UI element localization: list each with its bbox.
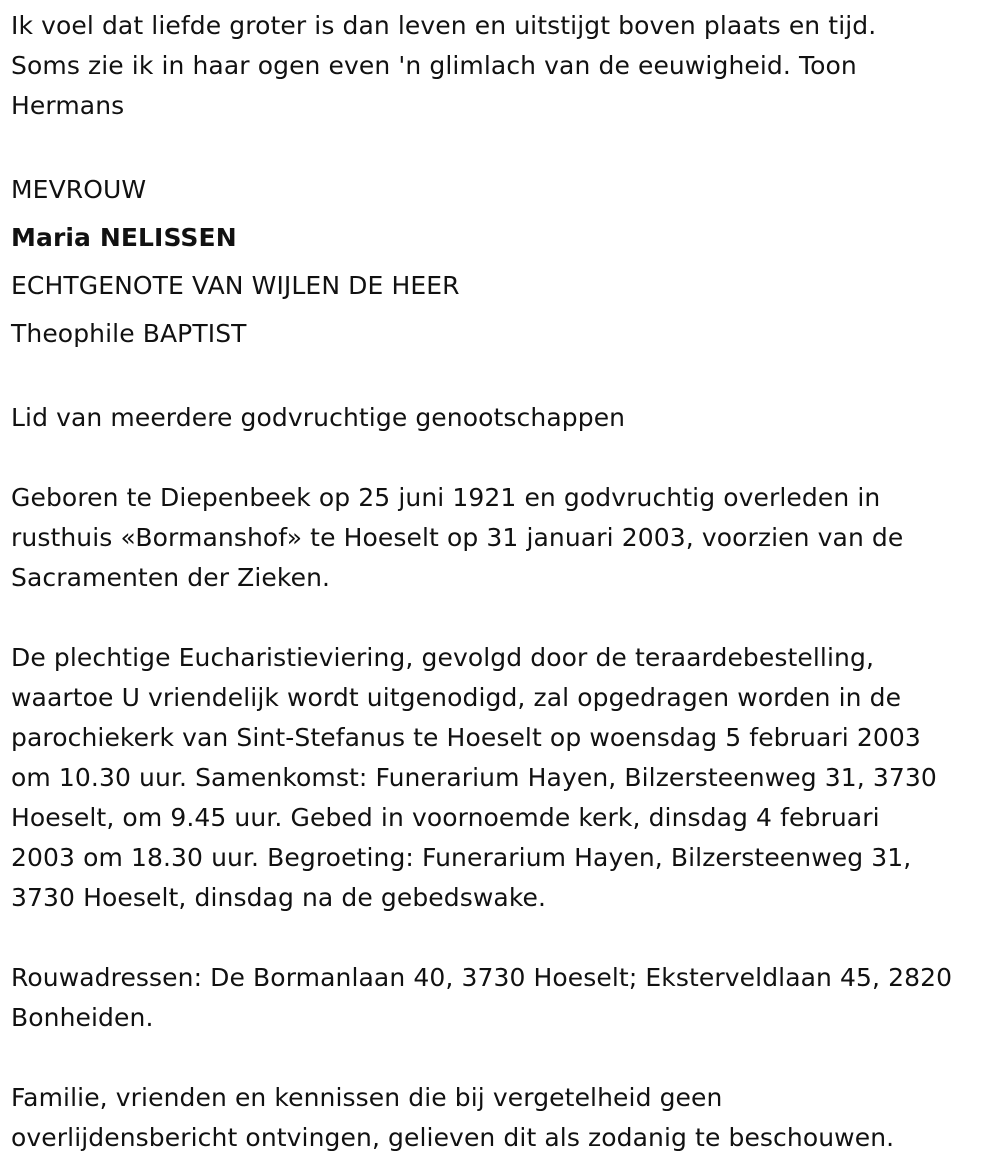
deceased-block — [11, 166, 1000, 358]
paragraph-line: overlijdensbericht ontvingen, gelieven dit als zodanig te beschouwen. — [11, 1123, 895, 1152]
paragraph-line: rusthuis «Bormanshof» te Hoeselt op 31 januari 2003, voorzien van de — [11, 523, 904, 552]
honorific-title: MEVROUW — [11, 175, 147, 204]
paragraph-line: om 10.30 uur. Samenkomst: Funerarium Hayen, Bilzersteenweg 31, 3730 — [11, 763, 937, 792]
paragraph-line: Sacramenten der Zieken. — [11, 563, 331, 592]
membership-text: Lid van meerdere godvruchtige genootschappen — [11, 403, 626, 432]
quote-block — [11, 6, 1000, 126]
paragraph-line: 2003 om 18.30 uur. Begroeting: Funerarium Hayen, Bilzersteenweg 31, — [11, 843, 912, 872]
spacer — [11, 126, 1000, 166]
spacer — [11, 918, 1000, 958]
paragraph-line: waartoe U vriendelijk wordt uitgenodigd, zal opgedragen worden in de — [11, 683, 902, 712]
ceremony-paragraph — [11, 638, 1000, 918]
quote-line: Soms zie ik in haar ogen even 'n glimlach van de eeuwigheid. Toon — [11, 51, 857, 80]
spacer — [11, 438, 1000, 478]
paragraph-line: 3730 Hoeselt, dinsdag na de gebedswake. — [11, 883, 547, 912]
paragraph-line: Rouwadressen: De Bormanlaan 40, 3730 Hoeselt; Eksterveldlaan 45, 2820 — [11, 963, 953, 992]
spacer — [11, 1038, 1000, 1078]
addresses-paragraph — [11, 958, 1000, 1038]
spacer — [11, 358, 1000, 398]
paragraph-line: Bonheiden. — [11, 1003, 154, 1032]
quote-line: Ik voel dat liefde groter is dan leven en uitstijgt boven plaats en tijd. — [11, 11, 877, 40]
paragraph-line: parochiekerk van Sint-Stefanus te Hoeselt op woensdag 5 februari 2003 — [11, 723, 921, 752]
paragraph-line: Hoeselt, om 9.45 uur. Gebed in voornoemde kerk, dinsdag 4 februari — [11, 803, 880, 832]
deceased-name: Maria NELISSEN — [11, 223, 237, 252]
paragraph-line: De plechtige Eucharistieviering, gevolgd door de teraardebestelling, — [11, 643, 874, 672]
paragraph-line: Geboren te Diepenbeek op 25 juni 1921 en godvruchtig overleden in — [11, 483, 881, 512]
relation-text: ECHTGENOTE VAN WIJLEN DE HEER — [11, 271, 460, 300]
birth-death-paragraph — [11, 478, 1000, 598]
quote-line: Hermans — [11, 91, 125, 120]
paragraph-line: Familie, vrienden en kennissen die bij vergetelheid geen — [11, 1083, 723, 1112]
spouse-name: Theophile BAPTIST — [11, 319, 247, 348]
spacer — [11, 598, 1000, 638]
closing-paragraph — [11, 1078, 1000, 1158]
